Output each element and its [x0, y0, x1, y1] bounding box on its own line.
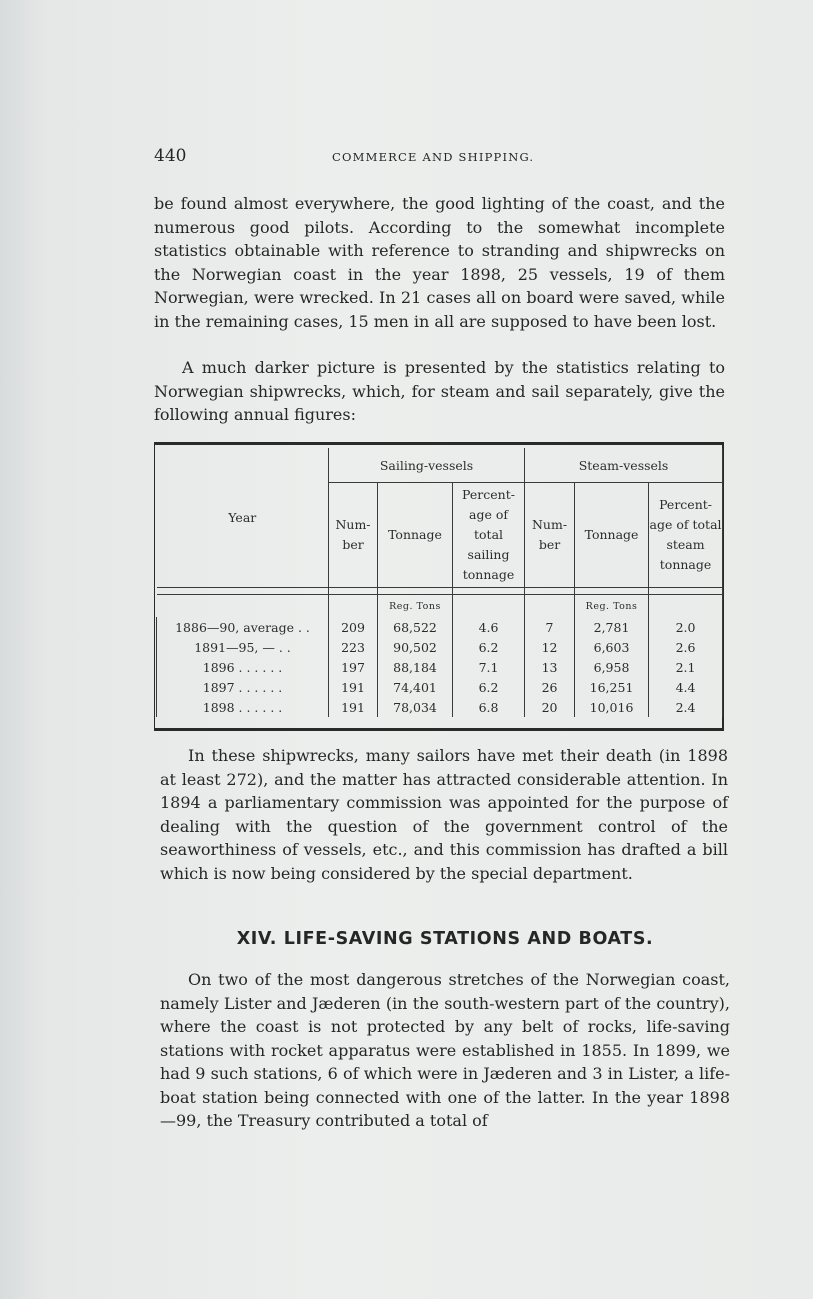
year-column-header: Year	[157, 448, 329, 588]
steam-tonnage-cell: 16,251	[575, 677, 649, 697]
steam-tonnage-cell: 6,958	[575, 657, 649, 677]
sailing-tonnage-cell: 88,184	[378, 657, 453, 677]
year-cell: 1886—90, average . .	[157, 617, 329, 637]
steam-number-cell: 7	[525, 617, 575, 637]
sailing-number-cell: 197	[329, 657, 378, 677]
steam-number-header: Num-ber	[525, 483, 575, 588]
steam-number-cell: 13	[525, 657, 575, 677]
sailing-number-cell: 223	[329, 637, 378, 657]
running-title: COMMERCE AND SHIPPING.	[332, 150, 535, 164]
sailing-tonnage-header: Tonnage	[378, 483, 453, 588]
paragraph-life-saving-stations: On two of the most dangerous stretches of the Norwegian coast, namely Lister and Jæderen (in the south-western part of the country), where the coast is not protected by any belt of rocks, life-saving stations with rocket apparatus were established in 1855. In 1899, we had 9 such stations, 6 of which were in Jæderen and 3 in Lister, a life-boat station being connected with one of the latter. In the year 1898—99, the Treasury contributed a total of	[160, 970, 730, 1130]
steam-percent-cell: 2.0	[649, 617, 723, 637]
table-row	[157, 697, 723, 717]
paragraph-shipwreck-deaths: In these shipwrecks, many sailors have met their death (in 1898 at least 272), and the matter has attracted considerable attention. In 1894 a parliamentary commission was appointed for the purpose of dealing with the question of the government control of the seaworthiness of vessels, etc., and this commission has drafted a bill which is now being considered by the special department.	[160, 746, 728, 883]
steam-percent-cell: 4.4	[649, 677, 723, 697]
sailing-vessels-header: Sailing-vessels	[329, 448, 525, 483]
sailing-percent-cell: 4.6	[453, 617, 525, 637]
steam-percent-cell: 2.4	[649, 697, 723, 717]
sailing-tonnage-cell: 90,502	[378, 637, 453, 657]
table-row	[157, 657, 723, 677]
steam-tonnage-cell: 10,016	[575, 697, 649, 717]
sailing-number-header: Num-ber	[329, 483, 378, 588]
shipwreck-statistics-table	[156, 448, 723, 717]
sailing-number-cell: 209	[329, 617, 378, 637]
sailing-number-cell: 191	[329, 697, 378, 717]
steam-tonnage-header: Tonnage	[575, 483, 649, 588]
steam-unit-label: Reg. Tons	[575, 595, 649, 618]
steam-percentage-header: Percent-age of total steam tonnage	[649, 483, 723, 588]
steam-number-cell: 26	[525, 677, 575, 697]
steam-vessels-header: Steam-vessels	[525, 448, 723, 483]
steam-percent-cell: 2.1	[649, 657, 723, 677]
sailing-percent-cell: 6.2	[453, 637, 525, 657]
paragraph-statistics-intro: A much darker picture is presented by the statistics relating to Norwegian shipwrecks, which, for steam and sail separately, give the following annual figures:	[154, 358, 725, 424]
year-cell: 1896 . . . . . .	[157, 657, 329, 677]
year-cell: 1891—95, — . .	[157, 637, 329, 657]
sailing-percent-cell: 6.8	[453, 697, 525, 717]
sailing-tonnage-cell: 74,401	[378, 677, 453, 697]
table-row	[157, 677, 723, 697]
table-row	[157, 617, 723, 637]
sailing-tonnage-cell: 78,034	[378, 697, 453, 717]
table-row	[157, 637, 723, 657]
steam-tonnage-cell: 6,603	[575, 637, 649, 657]
sailing-percentage-header: Percent-age of total sailing tonnage	[453, 483, 525, 588]
page-number: 440	[154, 146, 187, 166]
steam-percent-cell: 2.6	[649, 637, 723, 657]
section-heading: XIV. LIFE-SAVING STATIONS AND BOATS.	[236, 929, 654, 949]
page-header	[154, 146, 726, 168]
paragraph-continuation: be found almost everywhere, the good lighting of the coast, and the numerous good pilots. According to the somewhat incomplete statistics obtainable with reference to stranding and shipwrecks on the Norwegian coast in the year 1898, 25 vessels, 19 of them Norwegian, were wrecked. In 21 cases all on board were saved, while in the remaining cases, 15 men in all are supposed to have been lost.	[154, 194, 725, 331]
sailing-percent-cell: 7.1	[453, 657, 525, 677]
year-cell: 1897 . . . . . .	[157, 677, 329, 697]
steam-number-cell: 20	[525, 697, 575, 717]
steam-tonnage-cell: 2,781	[575, 617, 649, 637]
sailing-number-cell: 191	[329, 677, 378, 697]
steam-number-cell: 12	[525, 637, 575, 657]
sailing-tonnage-cell: 68,522	[378, 617, 453, 637]
sailing-percent-cell: 6.2	[453, 677, 525, 697]
year-cell: 1898 . . . . . .	[157, 697, 329, 717]
sailing-unit-label: Reg. Tons	[378, 595, 453, 618]
